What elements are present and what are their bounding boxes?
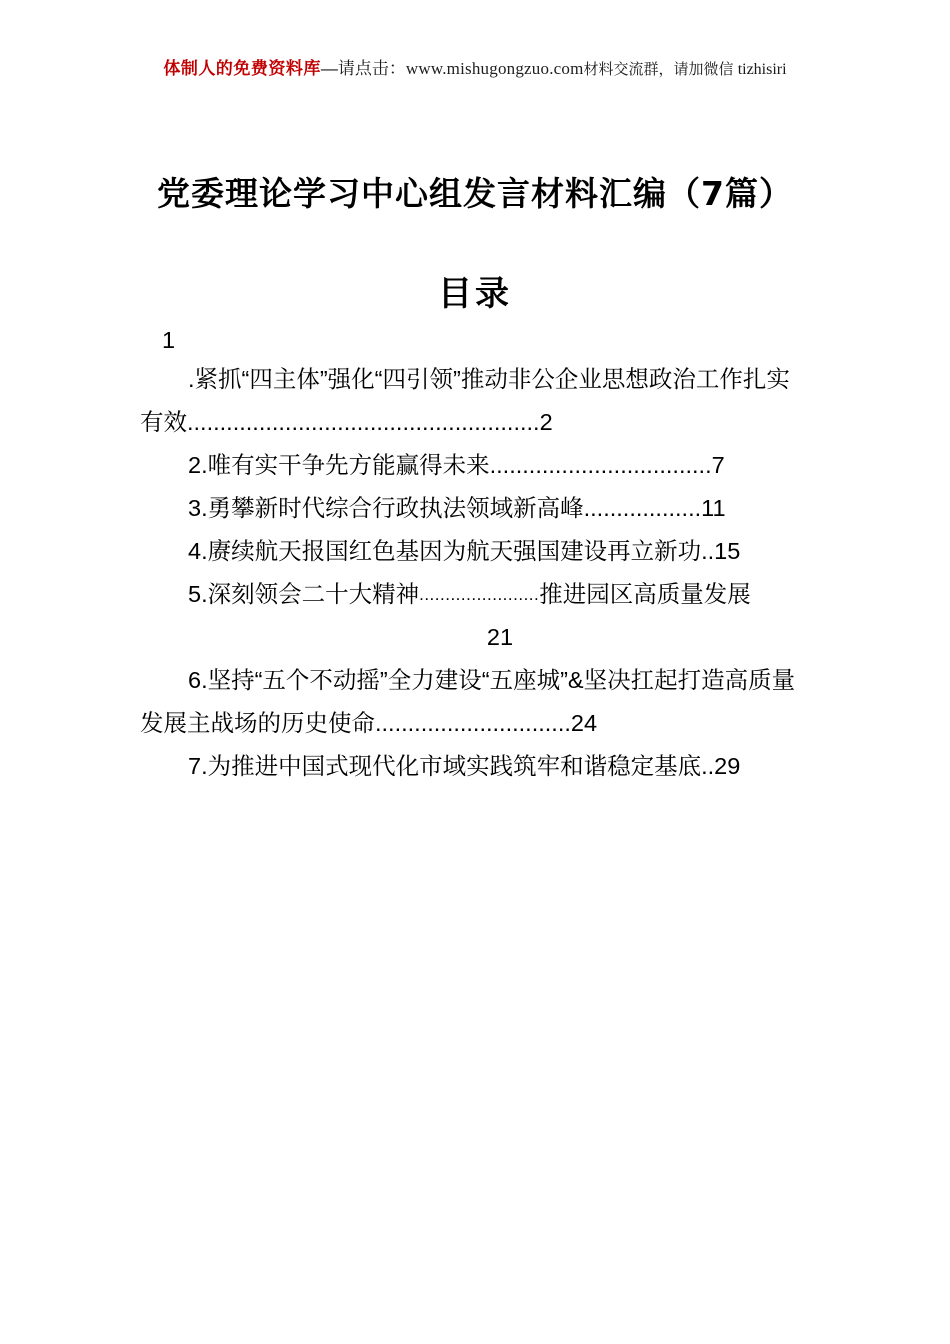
toc-entry-4-text: 赓续航天报国红色基因为航天强国建设再立新功 bbox=[207, 538, 702, 564]
toc-entry-6-marker: 6. bbox=[188, 667, 208, 693]
toc-entry-1-number: 1 bbox=[162, 327, 176, 353]
toc-entry-3-page: 11 bbox=[701, 495, 726, 521]
promo-banner bbox=[0, 58, 950, 81]
banner-brand: 体制人的免费资料库 bbox=[163, 59, 321, 78]
list-item[interactable] bbox=[140, 358, 812, 444]
toc-entry-5-text2: 推进园区高质量发展 bbox=[539, 581, 751, 607]
toc-entry-2-page: 7 bbox=[711, 452, 725, 478]
page-title: 党委理论学习中心组发言材料汇编（7篇） bbox=[157, 174, 793, 213]
toc-entry-3-marker: 3. bbox=[188, 495, 208, 521]
toc-entry-5-page: 21 bbox=[486, 624, 514, 650]
table-of-contents bbox=[140, 322, 812, 788]
toc-entry-1-marker: . bbox=[188, 366, 195, 392]
toc-entry-6-text: 坚持“五个不动摇”全力建设“五座城”&坚决扛起打造高质量发展主战场的历史使命 bbox=[140, 667, 796, 736]
toc-entry-4-marker: 4. bbox=[188, 538, 208, 564]
banner-wechat-id: tizhisiri bbox=[737, 61, 787, 78]
toc-entry-5-leader: ....................... bbox=[419, 585, 540, 604]
list-item[interactable] bbox=[140, 487, 812, 530]
toc-entry-7-marker: 7. bbox=[188, 753, 208, 779]
toc-entry-7-leader: .. bbox=[701, 753, 715, 779]
toc-entry-7-page: 29 bbox=[714, 753, 741, 779]
toc-entry-6-leader: .............................. bbox=[375, 710, 571, 736]
list-item[interactable] bbox=[140, 444, 812, 487]
toc-entry-3-leader: .................. bbox=[583, 495, 702, 521]
toc-entry-7-text: 为推进中国式现代化市域实践筑牢和谐稳定基底 bbox=[207, 753, 702, 779]
banner-url[interactable]: www.mishugongzuo.com bbox=[405, 59, 584, 78]
toc-entry-2-text: 唯有实干争先方能赢得未来 bbox=[207, 452, 490, 478]
banner-dash: —请点击： bbox=[320, 59, 406, 78]
list-item[interactable] bbox=[140, 745, 812, 788]
toc-heading: 目录 bbox=[438, 274, 512, 314]
toc-entry-1-leader: ...................................................... bbox=[187, 409, 540, 435]
toc-entry-number-lead bbox=[140, 322, 812, 358]
toc-entry-1-page: 2 bbox=[539, 409, 553, 435]
toc-entry-4-leader: .. bbox=[701, 538, 715, 564]
toc-entry-4-page: 15 bbox=[714, 538, 741, 564]
toc-entry-5-marker: 5. bbox=[188, 581, 208, 607]
list-item[interactable] bbox=[140, 659, 812, 745]
toc-entry-5-text: 深刻领会二十大精神 bbox=[207, 581, 420, 607]
toc-entry-2-marker: 2. bbox=[188, 452, 208, 478]
list-item[interactable] bbox=[140, 573, 812, 659]
toc-entry-1-text: 紧抓“四主体”强化“四引领”推动非公企业思想政治工作扎实有效 bbox=[140, 366, 790, 435]
toc-entry-3-text: 勇攀新时代综合行政执法领域新高峰 bbox=[207, 495, 584, 521]
banner-tail: 材料交流群，请加微信 bbox=[583, 61, 738, 78]
list-item[interactable] bbox=[140, 530, 812, 573]
toc-entry-6-page: 24 bbox=[570, 710, 598, 736]
toc-entry-2-leader: .................................. bbox=[489, 452, 712, 478]
